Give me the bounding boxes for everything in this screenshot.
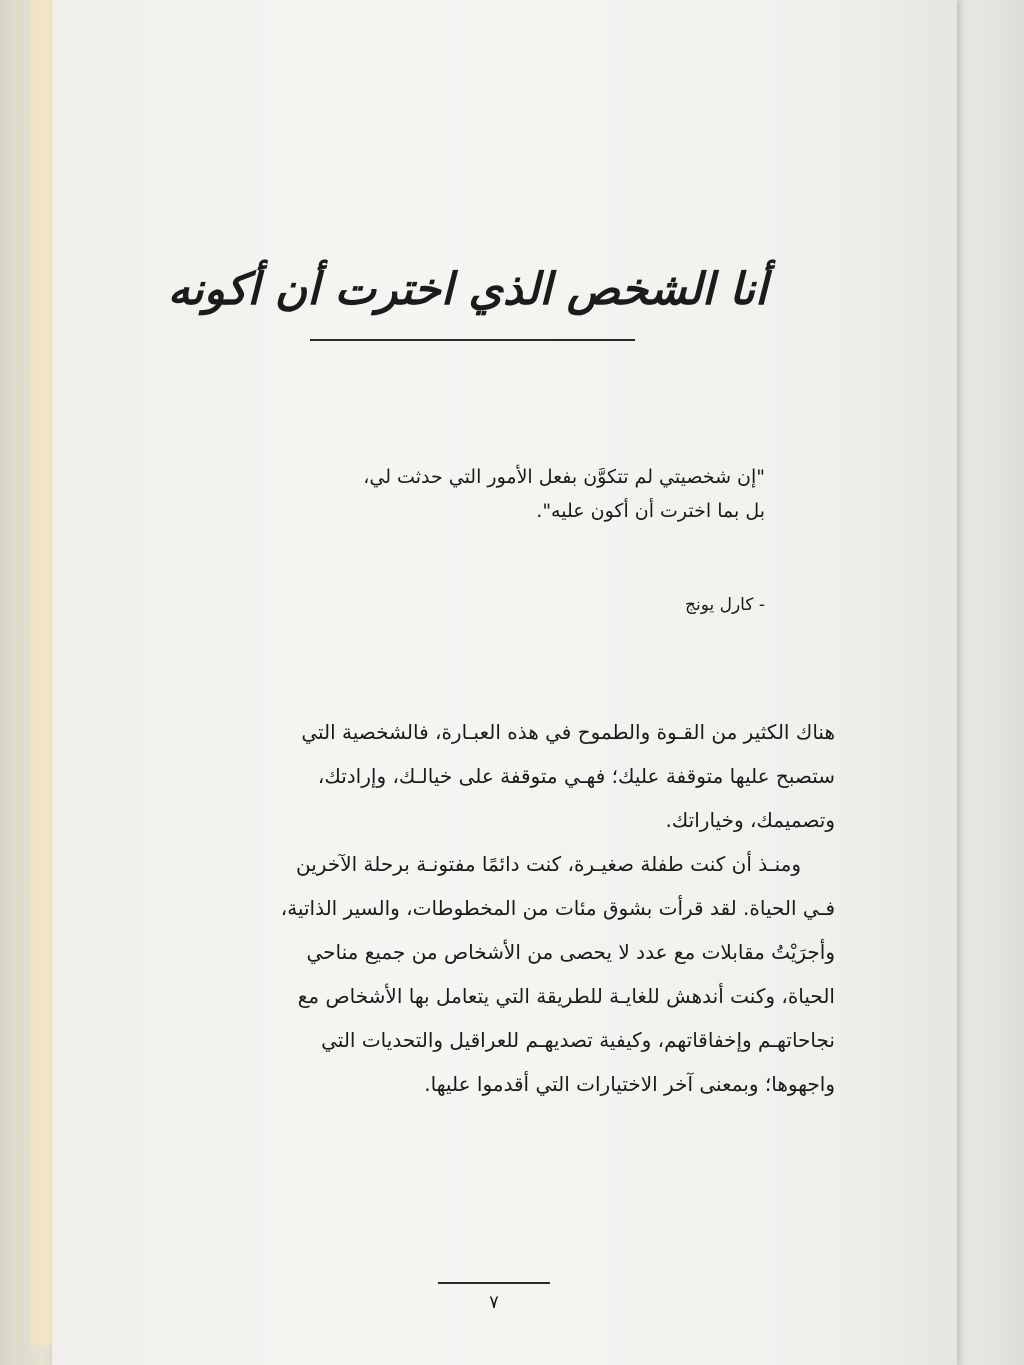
book-page: [52, 0, 957, 1365]
page-number: ٧: [489, 1292, 499, 1313]
epigraph-quote: [205, 460, 765, 528]
quote-line: بل بما اخترت أن أكون عليه".: [536, 500, 765, 522]
body-line: نجاحاتهـم وإخفاقاتهم، وكيفية تصديهـم للعراقيل والتحديات التي: [321, 1028, 835, 1052]
body-line: وأجرَيْتُ مقابلات مع عدد لا يحصى من الأشخاص من جميع مناحي: [306, 940, 835, 964]
body-line: وتصميمك، وخياراتك.: [665, 808, 835, 832]
body-line: الحياة، وكنت أندهش للغايـة للطريقة التي يتعامل بها الأشخاص مع: [297, 984, 835, 1008]
page-content: [130, 255, 835, 1096]
quote-attribution: - كارل يونج: [685, 595, 765, 615]
quote-line: "إن شخصيتي لم تتكوَّن بفعل الأمور التي حدثت لي،: [363, 466, 765, 488]
body-line: هناك الكثير من القـوة والطموح في هذه العبـارة، فالشخصية التي: [301, 720, 835, 744]
body-line: فـي الحياة. لقد قرأت بشوق مئات من المخطوطات، والسير الذاتية،: [280, 896, 835, 920]
chapter-title: أنا الشخص الذي اخترت أن أكونه: [167, 264, 768, 315]
body-line: ستصبح عليها متوقفة عليك؛ فهـي متوقفة على خيالـك، وإرادتك،: [317, 764, 835, 788]
body-line: ومنـذ أن كنت طفلة صغيـرة، كنت دائمًا مفتونـة برحلة الآخرين: [296, 852, 801, 876]
title-divider: [310, 339, 635, 341]
body-line: واجهوها؛ وبمعنى آخر الاختيارات التي أقدموا عليها.: [424, 1072, 835, 1096]
facing-page-edge: [950, 0, 1024, 1365]
footer-divider: [438, 1282, 550, 1284]
body-paragraphs: [130, 710, 835, 1106]
